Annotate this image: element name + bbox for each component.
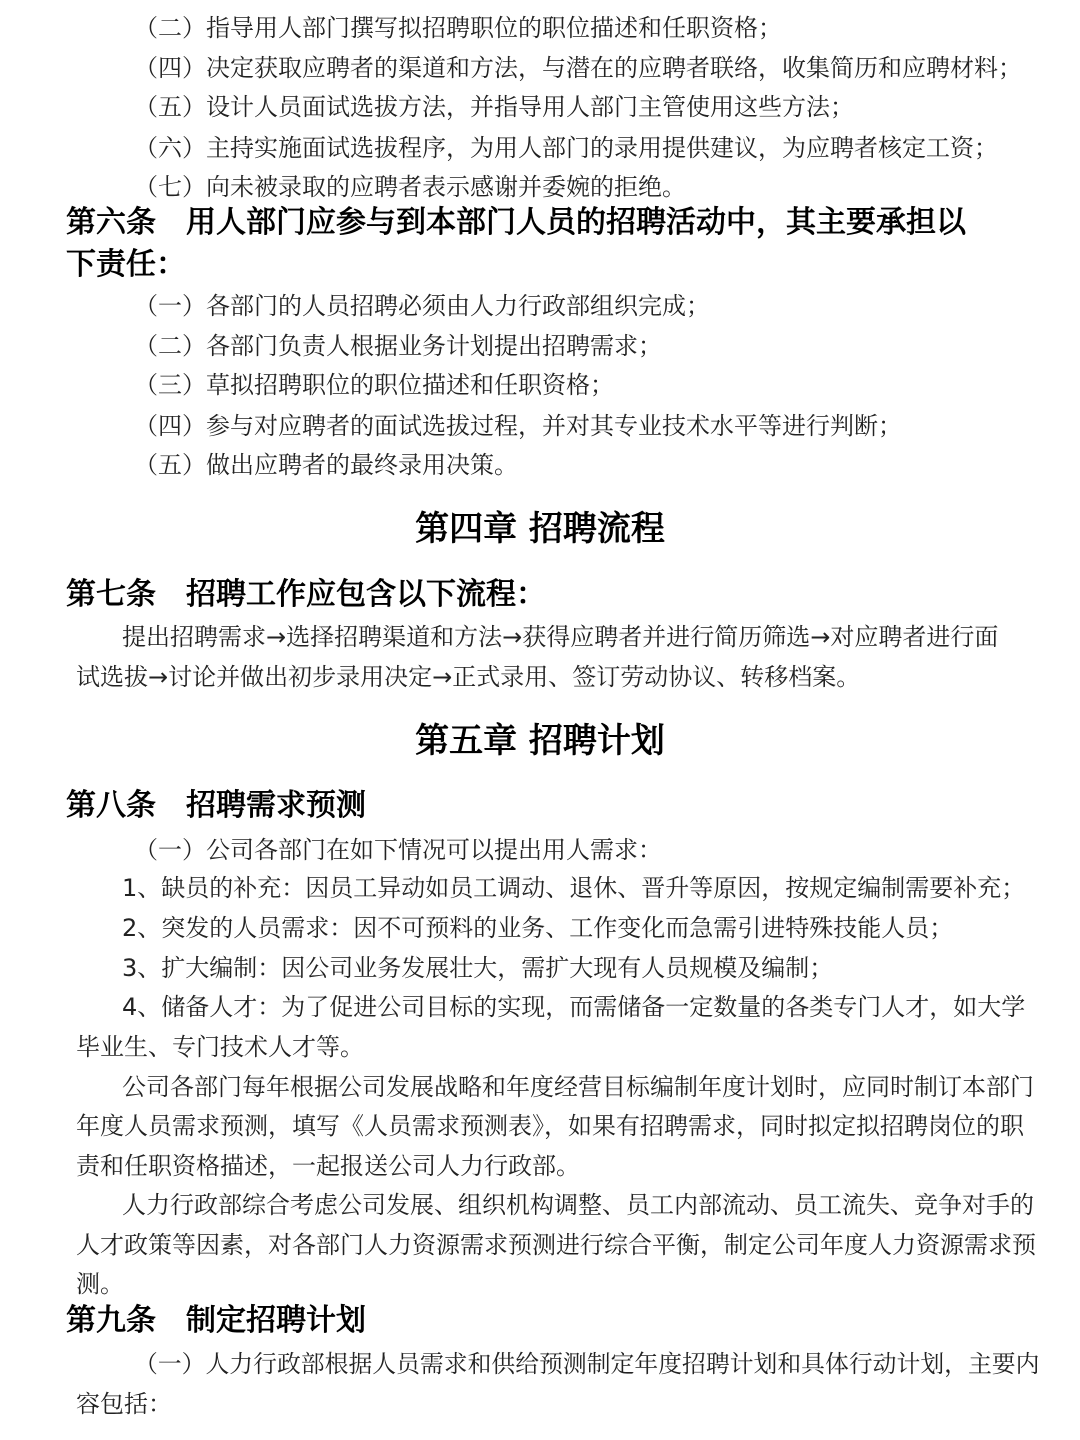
art5-item-5: （五）设计人员面试选拔方法，并指导用人部门主管使用这些方法； [134,93,854,121]
art6-heading-line1: 第六条 用人部门应参与到本部门人员的招聘活动中，其主要承担以 [66,205,966,240]
chapter-5-title: 第五章 招聘计划 [415,721,665,761]
art6-item-1: （一）各部门的人员招聘必须由人力行政部组织完成； [134,292,710,320]
art5-item-6: （六）主持实施面试选拔程序，为用人部门的录用提供建议，为应聘者核定工资； [134,134,998,162]
art6-item-5: （五）做出应聘者的最终录用决策。 [134,451,518,479]
art8-item-4-line1: 4、储备人才：为了促进公司目标的实现，而需储备一定数量的各类专门人才，如大学 [122,993,1026,1021]
art5-item-4: （四）决定获取应聘者的渠道和方法，与潜在的应聘者联络，收集简历和应聘材料； [134,54,1022,82]
art8-item-1: 1、缺员的补充：因员工异动如员工调动、退休、晋升等原因，按规定编制需要补充； [122,874,1026,902]
art8-heading: 第八条 招聘需求预测 [66,788,366,823]
art6-item-2: （二）各部门负责人根据业务计划提出招聘需求； [134,332,662,360]
art6-heading-line2: 下责任： [66,247,186,282]
art9-heading: 第九条 制定招聘计划 [66,1303,366,1338]
art7-text-line2: 试选拔→讨论并做出初步录用决定→正式录用、签订劳动协议、转移档案。 [76,663,861,691]
art5-item-2: （二）指导用人部门撰写拟招聘职位的职位描述和任职资格； [134,14,782,42]
art8-para1-line3: 责和任职资格描述，一起报送公司人力行政部。 [76,1152,580,1180]
chapter-4-title: 第四章 招聘流程 [415,509,665,549]
art6-item-3: （三）草拟招聘职位的职位描述和任职资格； [134,371,614,399]
art9-text-line2: 容包括： [76,1390,172,1418]
art8-item-3: 3、扩大编制：因公司业务发展壮大，需扩大现有人员规模及编制； [122,954,834,982]
art5-item-7: （七）向未被录取的应聘者表示感谢并委婉的拒绝。 [134,173,686,201]
art9-text-line1: （一）人力行政部根据人员需求和供给预测制定年度招聘计划和具体行动计划，主要内 [134,1350,1040,1378]
art6-item-4: （四）参与对应聘者的面试选拔过程，并对其专业技术水平等进行判断； [134,412,902,440]
art7-text-line1: 提出招聘需求→选择招聘渠道和方法→获得应聘者并进行简历筛选→对应聘者进行面 [122,623,999,651]
art8-item-2: 2、突发的人员需求：因不可预料的业务、工作变化而急需引进特殊技能人员； [122,914,954,942]
art8-para1-line1: 公司各部门每年根据公司发展战略和年度经营目标编制年度计划时，应同时制订本部门 [122,1073,1034,1101]
art8-intro: （一）公司各部门在如下情况可以提出用人需求： [134,836,662,864]
art8-para2-line1: 人力行政部综合考虑公司发展、组织机构调整、员工内部流动、员工流失、竞争对手的 [122,1191,1034,1219]
art8-para2-line3: 测。 [76,1270,124,1298]
art7-heading: 第七条 招聘工作应包含以下流程： [66,577,546,612]
art8-para1-line2: 年度人员需求预测，填写《人员需求预测表》，如果有招聘需求，同时拟定拟招聘岗位的职 [76,1112,1024,1140]
art8-item-4-line2: 毕业生、专门技术人才等。 [76,1033,364,1061]
art8-para2-line2: 人才政策等因素，对各部门人力资源需求预测进行综合平衡，制定公司年度人力资源需求预 [76,1231,1036,1259]
